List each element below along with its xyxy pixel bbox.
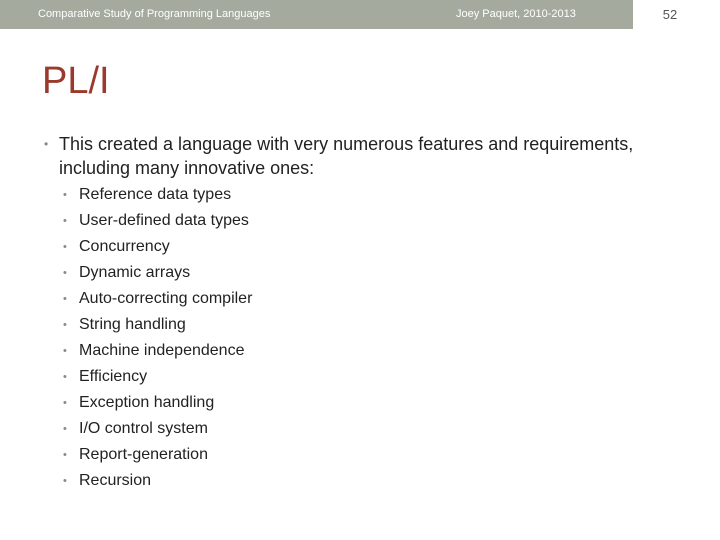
feature-list-item-text: Machine independence: [79, 342, 245, 359]
main-bullet-text: This created a language with very numerous features and requirements, including many innovative ones:: [59, 134, 634, 178]
feature-list-item-text: Concurrency: [79, 238, 170, 255]
feature-list-item: [44, 234, 684, 260]
feature-list-item: [44, 286, 684, 312]
bullet-dot-icon: •: [63, 423, 67, 435]
slide-title: PL/I: [42, 60, 110, 102]
feature-list-item-text: Report-generation: [79, 446, 208, 463]
bullet-dot-icon: •: [63, 267, 67, 279]
feature-list-item: [44, 182, 684, 208]
bullet-dot-icon: •: [63, 371, 67, 383]
bullet-dot-icon: •: [63, 345, 67, 357]
slide-content: [44, 132, 684, 494]
feature-list-item-text: Exception handling: [79, 394, 215, 411]
feature-list-item: [44, 390, 684, 416]
feature-list-item: [44, 468, 684, 494]
bullet-dot-icon: •: [63, 189, 67, 201]
feature-list-item: [44, 208, 684, 234]
feature-list-item: [44, 416, 684, 442]
feature-list-item: [44, 442, 684, 468]
bullet-dot-icon: •: [63, 241, 67, 253]
bullet-dot-icon: •: [63, 319, 67, 331]
feature-list: [44, 182, 684, 494]
header-bar: [0, 0, 633, 29]
feature-list-item-text: I/O control system: [79, 420, 208, 437]
course-title: Comparative Study of Programming Languages: [38, 8, 271, 20]
bullet-dot-icon: •: [63, 475, 67, 487]
bullet-dot-icon: •: [44, 137, 49, 151]
feature-list-item: [44, 338, 684, 364]
bullet-dot-icon: •: [63, 449, 67, 461]
feature-list-item: [44, 364, 684, 390]
feature-list-item: [44, 312, 684, 338]
bullet-dot-icon: •: [63, 397, 67, 409]
main-bullet: [44, 132, 684, 180]
feature-list-item-text: Efficiency: [79, 368, 148, 385]
feature-list-item-text: Recursion: [79, 472, 152, 489]
feature-list-item-text: Reference data types: [79, 186, 232, 203]
feature-list-item: [44, 260, 684, 286]
feature-list-item-text: String handling: [79, 316, 186, 333]
bullet-dot-icon: •: [63, 293, 67, 305]
bullet-dot-icon: •: [63, 215, 67, 227]
feature-list-item-text: User-defined data types: [79, 212, 249, 229]
slide-number: 52: [662, 7, 678, 22]
feature-list-item-text: Auto-correcting compiler: [79, 290, 253, 307]
feature-list-item-text: Dynamic arrays: [79, 264, 191, 281]
author-date: Joey Paquet, 2010-2013: [456, 8, 576, 20]
